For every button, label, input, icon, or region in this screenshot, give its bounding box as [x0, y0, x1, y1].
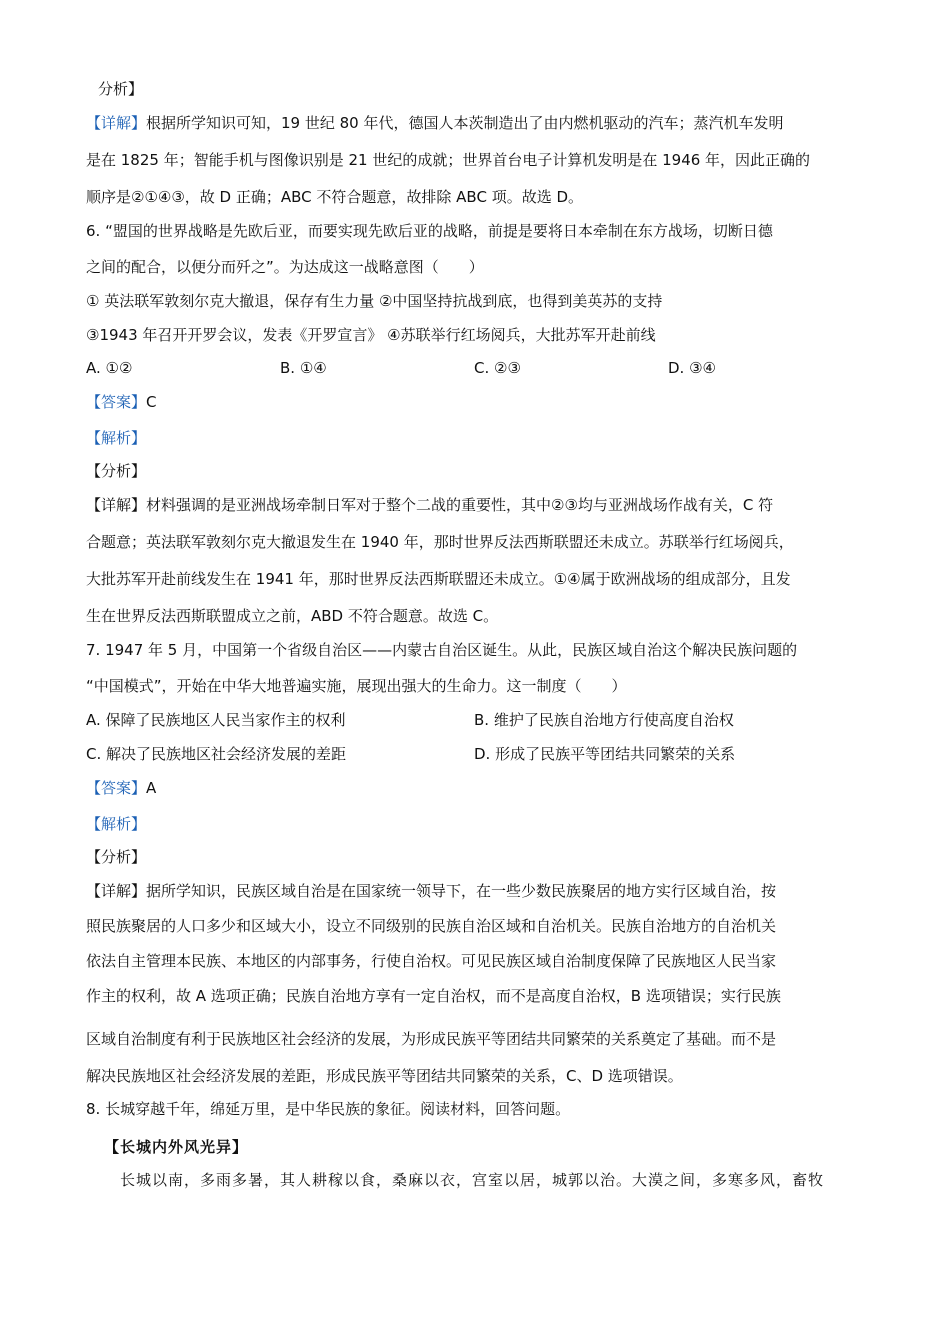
q6-analysis-label: 【分析】 — [86, 462, 147, 480]
q7-answer-value: A — [146, 779, 157, 797]
q6-detail-label: 【详解】 — [86, 496, 147, 514]
q6-detail-line-2: 合题意；英法联军敦刻尔克大撤退发生在 1940 年，那时世界反法西斯联盟还未成立。苏联举行红场阅兵， — [86, 533, 794, 551]
q5-detail-line-1: 【详解】根据所学知识可知，19 世纪 80 年代，德国人本茨制造出了由内燃机驱动的汽车；蒸汽机车发明 — [86, 114, 784, 132]
q6-answer-value: C — [146, 393, 157, 411]
q8-material-title: 【长城内外风光异】 — [104, 1138, 249, 1156]
q6-statements-line-2: ③1943 年召开开罗会议，发表《开罗宣言》 ④苏联举行红场阅兵，大批苏军开赴前线 — [86, 326, 656, 344]
q5-analysis-label: 分析】 — [98, 80, 144, 98]
q7-stem-line-2: “中国模式”，开始在中华大地普遍实施，展现出强大的生命力。这一制度（ ） — [86, 677, 627, 695]
q6-option-d: D. ③④ — [668, 359, 716, 377]
q6-answer — [86, 391, 866, 413]
q7-detail-line-3: 依法自主管理本民族、本地区的内部事务，行使自治权。可见民族区域自治制度保障了民族地区人民当家 — [86, 952, 777, 970]
q8-material-line: 长城以南，多雨多暑，其人耕稼以食，桑麻以衣，宫室以居，城郭以治。大漠之间，多寒多风，畜牧 — [120, 1171, 825, 1189]
q6-explain-label: 【解析】 — [86, 429, 147, 447]
q7-answer-label: 【答案】 — [86, 779, 147, 797]
q7-detail-line-1: 【详解】据所学知识，民族区域自治是在国家统一领导下，在一些少数民族聚居的地方实行区域自治，按 — [86, 882, 777, 900]
q6-stem-line-2: 之间的配合，以便分而歼之”。为达成这一战略意图（ ） — [86, 258, 484, 276]
q7-option-b: B. 维护了民族自治地方行使高度自治权 — [474, 711, 734, 729]
q7-analysis-label: 【分析】 — [86, 848, 147, 866]
q7-option-d: D. 形成了民族平等团结共同繁荣的关系 — [474, 745, 736, 763]
q7-detail-line-4: 作主的权利，故 A 选项正确；民族自治地方享有一定自治权，而不是高度自治权，B 选项错误；实行民族 — [86, 987, 781, 1005]
q7-option-c: C. 解决了民族地区社会经济发展的差距 — [86, 745, 347, 763]
q6-detail-line-4: 生在世界反法西斯联盟成立之前，ABD 不符合题意。故选 C。 — [86, 607, 499, 625]
q6-detail-line-3: 大批苏军开赴前线发生在 1941 年，那时世界反法西斯联盟还未成立。①④属于欧洲战场的组成部分，且发 — [86, 570, 791, 588]
q8-stem: 8. 长城穿越千年，绵延万里，是中华民族的象征。阅读材料，回答问题。 — [86, 1100, 571, 1118]
q6-statements-line-1: ① 英法联军敦刻尔克大撤退，保存有生力量 ②中国坚持抗战到底，也得到美英苏的支持 — [86, 292, 663, 310]
q7-detail-line-6: 解决民族地区社会经济发展的差距，形成民族平等团结共同繁荣的关系，C、D 选项错误。 — [86, 1067, 683, 1085]
q6-option-c: C. ②③ — [474, 359, 521, 377]
q7-stem-line-1: 7. 1947 年 5 月，中国第一个省级自治区——内蒙古自治区诞生。从此，民族区域自治这个解决民族问题的 — [86, 641, 798, 659]
q7-option-a: A. 保障了民族地区人民当家作主的权利 — [86, 711, 346, 729]
q6-stem-line-1: 6. “盟国的世界战略是先欧后亚，而要实现先欧后亚的战略，前提是要将日本牵制在东方战场，切断日德 — [86, 222, 773, 240]
q5-detail-line-3: 顺序是②①④③，故 D 正确；ABC 不符合题意，故排除 ABC 项。故选 D。 — [86, 188, 584, 206]
q7-detail-line-2: 照民族聚居的人口多少和区域大小，设立不同级别的民族自治区域和自治机关。民族自治地方的自治机关 — [86, 917, 777, 935]
q6-detail-line-1: 【详解】材料强调的是亚洲战场牵制日军对于整个二战的重要性，其中②③均与亚洲战场作战有关，C 符 — [86, 496, 774, 514]
q6-option-a: A. ①② — [86, 359, 133, 377]
q7-explain-label: 【解析】 — [86, 815, 147, 833]
q7-answer — [86, 777, 866, 799]
q7-detail-line-5: 区域自治制度有利于民族地区社会经济的发展，为形成民族平等团结共同繁荣的关系奠定了基础。而不是 — [86, 1030, 777, 1048]
q5-detail-line-2: 是在 1825 年；智能手机与图像识别是 21 世纪的成就；世界首台电子计算机发明是在 1946 年，因此正确的 — [86, 151, 811, 169]
q7-detail-label: 【详解】 — [86, 882, 147, 900]
q6-option-b: B. ①④ — [280, 359, 327, 377]
q5-detail-label: 【详解】 — [86, 114, 147, 132]
q6-answer-label: 【答案】 — [86, 393, 147, 411]
